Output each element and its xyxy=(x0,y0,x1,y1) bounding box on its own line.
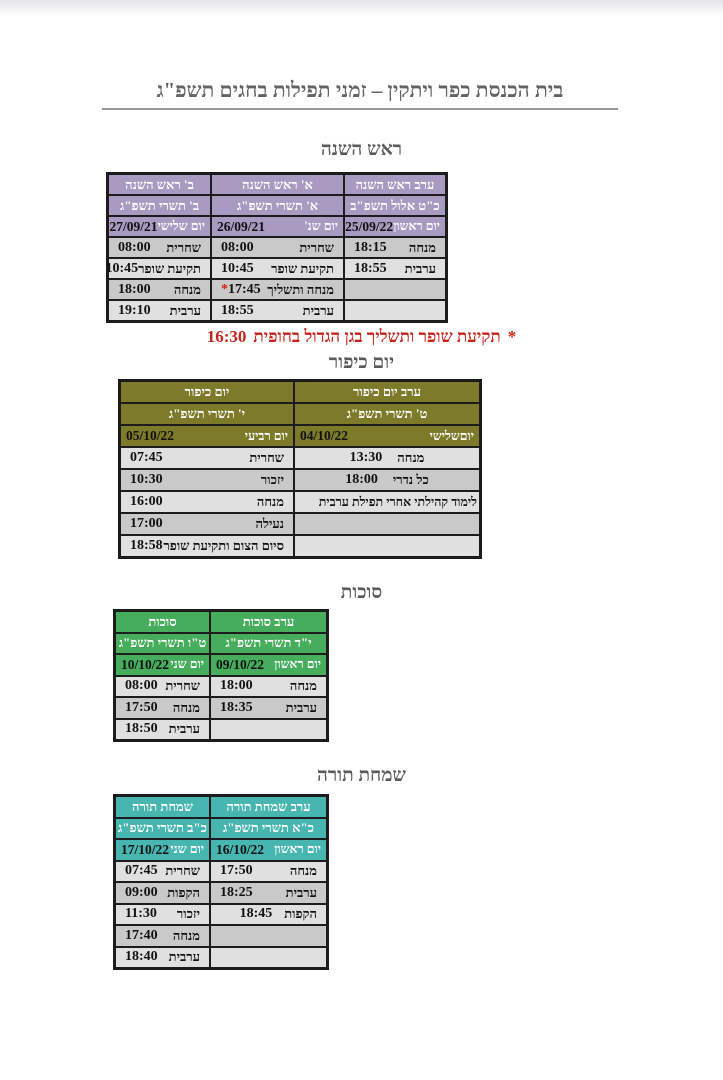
prayer-label: לימוד קהילתי אחרי תפילת ערבית xyxy=(318,494,477,509)
prayer-label: מנחה xyxy=(172,927,200,943)
document-title: בית הכנסת כפר ויתקין – זמני תפילות בחגים תשפ"ג xyxy=(102,78,618,110)
schedule-cell xyxy=(108,279,211,300)
section-heading-sukkot: סוכות xyxy=(340,582,383,603)
prayer-time: 08:00 xyxy=(118,239,151,255)
schedule-cell xyxy=(105,258,211,279)
civil-date-cell xyxy=(294,425,480,447)
prayer-time: *17:45 xyxy=(221,281,261,297)
prayer-label: כל נדרי xyxy=(392,472,429,487)
prayer-label: ערבית xyxy=(285,699,317,715)
civil-date-cell xyxy=(120,425,294,447)
day-name: יום רביעי xyxy=(244,428,288,443)
prayer-time: 18:00 xyxy=(220,678,253,694)
day-name: יום שלישי xyxy=(157,219,205,233)
schedule-cell xyxy=(211,237,344,258)
schedule-cell xyxy=(115,904,210,926)
civil-date: 17/10/22 xyxy=(121,841,170,857)
section-heading-simchat-torah: שמחת תורה xyxy=(316,765,406,786)
prayer-time: 10:30 xyxy=(130,472,163,487)
column-header: א' ראש השנה xyxy=(211,174,344,195)
schedule-cell xyxy=(344,300,446,321)
schedule-cell xyxy=(210,904,327,926)
prayer-label: שחרית xyxy=(249,450,284,465)
prayer-time: 17:50 xyxy=(220,863,253,879)
civil-date: 27/09/21 xyxy=(109,218,158,234)
prayer-label: תקיעת שופר xyxy=(138,260,201,276)
prayer-label: מנחה xyxy=(408,239,436,255)
schedule-cell xyxy=(120,447,294,469)
schedule-cell xyxy=(115,861,210,883)
prayer-label: מנחה xyxy=(256,494,284,509)
prayer-time: 07:45 xyxy=(125,863,158,879)
column-header: שמחת תורה xyxy=(115,796,210,818)
prayer-label: מנחה xyxy=(289,678,317,694)
civil-date: 16/10/22 xyxy=(216,841,265,857)
schedule-cell xyxy=(211,258,344,279)
schedule-cell xyxy=(210,719,327,741)
prayer-time: 18:55 xyxy=(354,260,387,276)
section-heading-yom-kippur: יום כיפור xyxy=(328,352,395,373)
schedule-cell xyxy=(108,300,211,321)
prayer-time: 18:25 xyxy=(220,884,253,900)
hebrew-date-cell: כ"ט אלול תשפ"ב xyxy=(344,195,446,216)
schedule-cell xyxy=(210,882,327,904)
prayer-time: 17:40 xyxy=(125,927,158,943)
prayer-time: 10:45 xyxy=(105,260,139,276)
schedule-cell xyxy=(210,697,327,719)
prayer-label: מנחה xyxy=(397,450,425,465)
prayer-time: 18:55 xyxy=(221,302,254,318)
prayer-label: תקיעת שופר xyxy=(271,260,334,276)
prayer-label: שחרית xyxy=(166,239,201,255)
prayer-label: ערבית xyxy=(169,302,201,318)
prayer-time: 08:00 xyxy=(221,239,254,255)
column-header: ערב שמחת תורה xyxy=(210,796,327,818)
note-time: 16:30 xyxy=(206,327,247,346)
schedule-cell xyxy=(210,925,327,947)
prayer-time: 10:45 xyxy=(221,260,254,276)
prayer-label: ערבית xyxy=(404,260,436,276)
hebrew-date-cell: י' תשרי תשפ"ג xyxy=(120,403,294,425)
schedule-cell xyxy=(294,513,480,535)
column-header: ערב יום כיפור xyxy=(294,381,480,403)
hebrew-date-cell: כ"ב תשרי תשפ"ג xyxy=(115,818,210,840)
prayer-label: סיום הצום ותקיעת שופר xyxy=(163,538,284,553)
schedule-cell xyxy=(120,469,294,491)
schedule-cell xyxy=(115,676,210,698)
schedule-cell xyxy=(344,237,446,258)
schedule-cell xyxy=(210,861,327,883)
yom-kippur-table xyxy=(118,379,482,559)
prayer-time: 18:15 xyxy=(354,239,387,255)
civil-date-cell xyxy=(344,216,446,237)
prayer-label: שחרית xyxy=(165,678,200,694)
day-name: יום שני xyxy=(170,657,204,672)
civil-date-cell xyxy=(210,839,327,861)
civil-date: 25/09/22 xyxy=(345,218,394,234)
civil-date-cell xyxy=(115,654,210,676)
civil-date: 09/10/22 xyxy=(216,656,265,672)
prayer-label: הקפות xyxy=(167,884,200,900)
prayer-time: 17:50 xyxy=(125,699,158,715)
column-header: ב' ראש השנה xyxy=(108,174,211,195)
prayer-time: 18:58 xyxy=(130,538,163,553)
prayer-time: 09:00 xyxy=(125,884,158,900)
prayer-label: ערבית xyxy=(168,721,200,737)
prayer-label: נעילה xyxy=(255,516,284,531)
prayer-label: שחרית xyxy=(165,863,200,879)
hebrew-date-cell: א' תשרי תשפ"ג xyxy=(211,195,344,216)
scan-edge-shadow xyxy=(0,0,723,16)
civil-date-cell xyxy=(210,654,327,676)
hebrew-date-cell: ב' תשרי תשפ"ג xyxy=(108,195,211,216)
prayer-time: 16:00 xyxy=(130,494,163,509)
civil-date: 04/10/22 xyxy=(300,428,349,443)
column-header: סוכות xyxy=(115,611,210,633)
prayer-label: יזכור xyxy=(176,906,200,922)
prayer-time: 18:40 xyxy=(125,949,158,965)
sukkot-table xyxy=(113,609,329,742)
hebrew-date-cell: י"ד תשרי תשפ"ג xyxy=(210,633,327,655)
day-name: יום ראשון xyxy=(393,219,440,233)
prayer-time: 18:35 xyxy=(220,699,253,715)
hebrew-date-cell: ט"ו תשרי תשפ"ג xyxy=(115,633,210,655)
prayer-label: מנחה xyxy=(172,699,200,715)
prayer-time: 17:00 xyxy=(130,516,163,531)
prayer-label: מנחה xyxy=(173,281,201,297)
schedule-cell xyxy=(344,258,446,279)
column-header: ערב ראש השנה xyxy=(344,174,446,195)
schedule-cell xyxy=(294,491,480,513)
schedule-cell xyxy=(294,447,480,469)
schedule-cell xyxy=(211,300,344,321)
civil-date: 05/10/22 xyxy=(126,428,175,443)
column-header: ערב סוכות xyxy=(210,611,327,633)
simchat-torah-table xyxy=(113,794,329,970)
schedule-cell xyxy=(115,719,210,741)
rosh-hashana-table xyxy=(106,172,448,323)
shofar-note xyxy=(0,327,723,347)
day-name: יום ראשון xyxy=(274,657,321,672)
prayer-time: 07:45 xyxy=(130,450,163,465)
prayer-time: 13:30 xyxy=(349,450,383,465)
schedule-cell xyxy=(294,535,480,557)
civil-date: 10/10/22 xyxy=(121,656,170,672)
prayer-time: 18:50 xyxy=(125,721,158,737)
section-heading-rosh-hashana: ראש השנה xyxy=(320,139,403,160)
schedule-cell xyxy=(211,279,344,300)
asterisk-marker: * xyxy=(221,281,228,297)
schedule-cell xyxy=(294,469,480,491)
prayer-label: ערבית xyxy=(168,949,200,965)
prayer-label: שחרית xyxy=(299,239,334,255)
civil-date-cell xyxy=(211,216,344,237)
schedule-cell xyxy=(115,882,210,904)
civil-date-cell xyxy=(108,216,211,237)
day-name: יום ראשון xyxy=(274,842,321,857)
prayer-label: הקפות xyxy=(284,906,317,922)
prayer-label: מנחה xyxy=(289,863,317,879)
hebrew-date-cell: ט' תשרי תשפ"ג xyxy=(294,403,480,425)
prayer-time: 08:00 xyxy=(125,678,158,694)
day-name: יוםשלישי xyxy=(429,428,474,443)
prayer-label: ערבית xyxy=(302,302,334,318)
schedule-cell xyxy=(210,947,327,969)
schedule-cell xyxy=(115,697,210,719)
prayer-label: מנחה ותשליך xyxy=(267,281,334,297)
asterisk-marker: * xyxy=(507,327,517,346)
schedule-cell xyxy=(120,513,294,535)
hebrew-date-cell: כ"א תשרי תשפ"ג xyxy=(210,818,327,840)
prayer-label: ערבית xyxy=(285,884,317,900)
prayer-time: 18:00 xyxy=(345,472,378,487)
day-name: יום שני xyxy=(170,842,204,857)
schedule-cell xyxy=(120,491,294,513)
schedule-cell xyxy=(115,925,210,947)
schedule-cell xyxy=(115,947,210,969)
day-name: יום שנ' xyxy=(304,219,338,233)
prayer-time: 19:10 xyxy=(118,302,151,318)
prayer-label: יזכור xyxy=(260,472,284,487)
schedule-cell xyxy=(344,279,446,300)
civil-date-cell xyxy=(115,839,210,861)
prayer-time: 18:00 xyxy=(118,281,151,297)
schedule-cell xyxy=(108,237,211,258)
schedule-cell xyxy=(210,676,327,698)
prayer-time: 18:45 xyxy=(239,906,273,922)
prayer-time: 11:30 xyxy=(125,906,157,922)
note-text: תקיעת שופר ותשליך בגן הגדול בחופית xyxy=(253,327,501,346)
schedule-cell xyxy=(120,535,294,557)
column-header: יום כיפור xyxy=(120,381,294,403)
civil-date: 26/09/21 xyxy=(217,218,266,234)
